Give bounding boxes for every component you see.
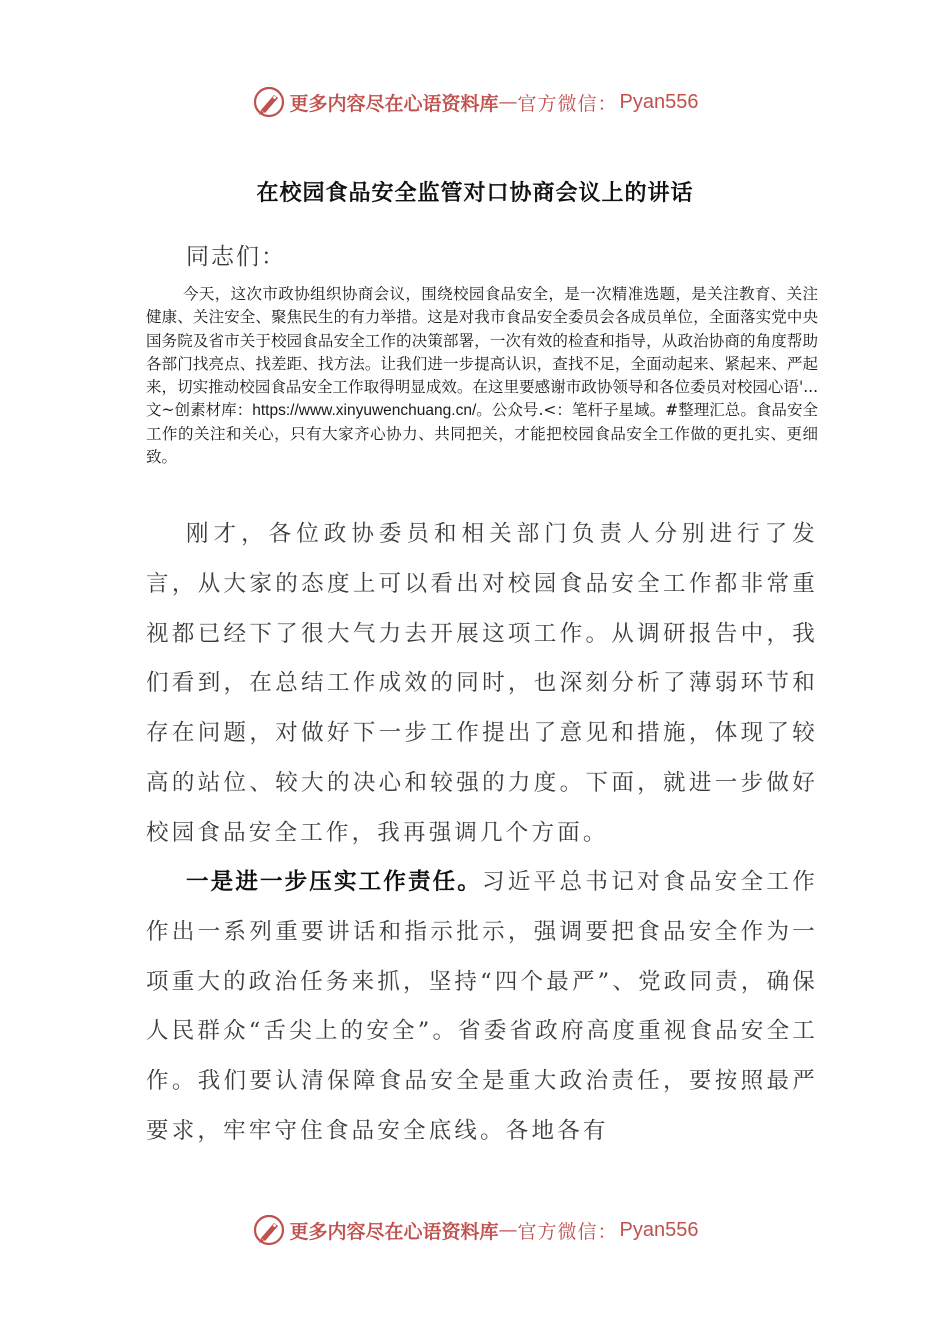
paragraph-third-lead: 一是进一步压实工作责任。 — [186, 869, 482, 895]
header-watermark — [0, 82, 950, 122]
watermark-wechat-label: 官方微信： — [517, 1220, 618, 1243]
pen-nib-logo-icon — [252, 1213, 286, 1247]
footer-watermark — [0, 1210, 950, 1250]
watermark-brand-text: 更多内容尽在心语资料库 — [289, 92, 499, 115]
paragraph-third — [146, 858, 818, 1157]
watermark-brand-text: 更多内容尽在心语资料库 — [289, 1220, 499, 1243]
paragraph-intro-tail: 。公众号.<：笔杆子星域。#整理汇总。食品安全工作的关注和关心，只有大家齐心协力、共同把关，才能把校园食品安全工作做的更扎实、更细致。 — [146, 401, 818, 467]
watermark-wechat-id: Pyan556 — [619, 90, 699, 113]
paragraph-intro-text: 今天，这次市政协组织协商会议，围绕校园食品安全，是一次精准选题，是关注教育、关注健康、关注安全、聚焦民生的有力举措。这是对我市食品安全委员会各成员单位，全面落实党中央国务院及省市关于校园食品安全工作的决策部署，一次有效的检查和指导，从政治协商的角度帮助各部门找亮点、找差距、找方法。让我们进一步提高认识，查找不足，全面动起来、紧起来、严起来，切实推动校园食品安全工作取得明显成效。在这里要感谢市政协领导和各位委员对校园心语'...文~创素材库： — [146, 285, 818, 420]
watermark-wechat-id: Pyan556 — [619, 1218, 699, 1241]
watermark-wechat-label: 官方微信： — [517, 92, 618, 115]
document-title: 在校园食品安全监管对口协商会议上的讲话 — [256, 180, 694, 206]
watermark-dash: — — [498, 1219, 518, 1241]
watermark-dash: — — [498, 91, 518, 113]
pen-nib-logo-icon — [252, 85, 286, 119]
paragraph-intro-url: https://www.xinyuwenchuang.cn/ — [252, 402, 477, 420]
paragraph-third-body: 习近平总书记对食品安全工作作出一系列重要讲话和指示批示，强调要把食品安全作为一项重大的政治任务来抓，坚持“四个最严”、党政同责，确保人民群众“舌尖上的安全”。省委省政府高度重视食品安全工作。我们要认清保障食品安全是重大政治责任，要按照最严要求，牢牢守住食品安全底线。各地各有 — [146, 869, 818, 1144]
paragraph-second: 刚才，各位政协委员和相关部门负责人分别进行了发言，从大家的态度上可以看出对校园食品安全工作都非常重视都已经下了很大气力去开展这项工作。从调研报告中，我们看到，在总结工作成效的同时，也深刻分析了薄弱环节和存在问题，对做好下一步工作提出了意见和措施，体现了较高的站位、较大的决心和较强的力度。下面，就进一步做好校园食品安全工作，我再强调几个方面。 — [146, 521, 818, 846]
paragraph-intro — [146, 283, 818, 469]
salutation: 同志们： — [186, 244, 286, 270]
